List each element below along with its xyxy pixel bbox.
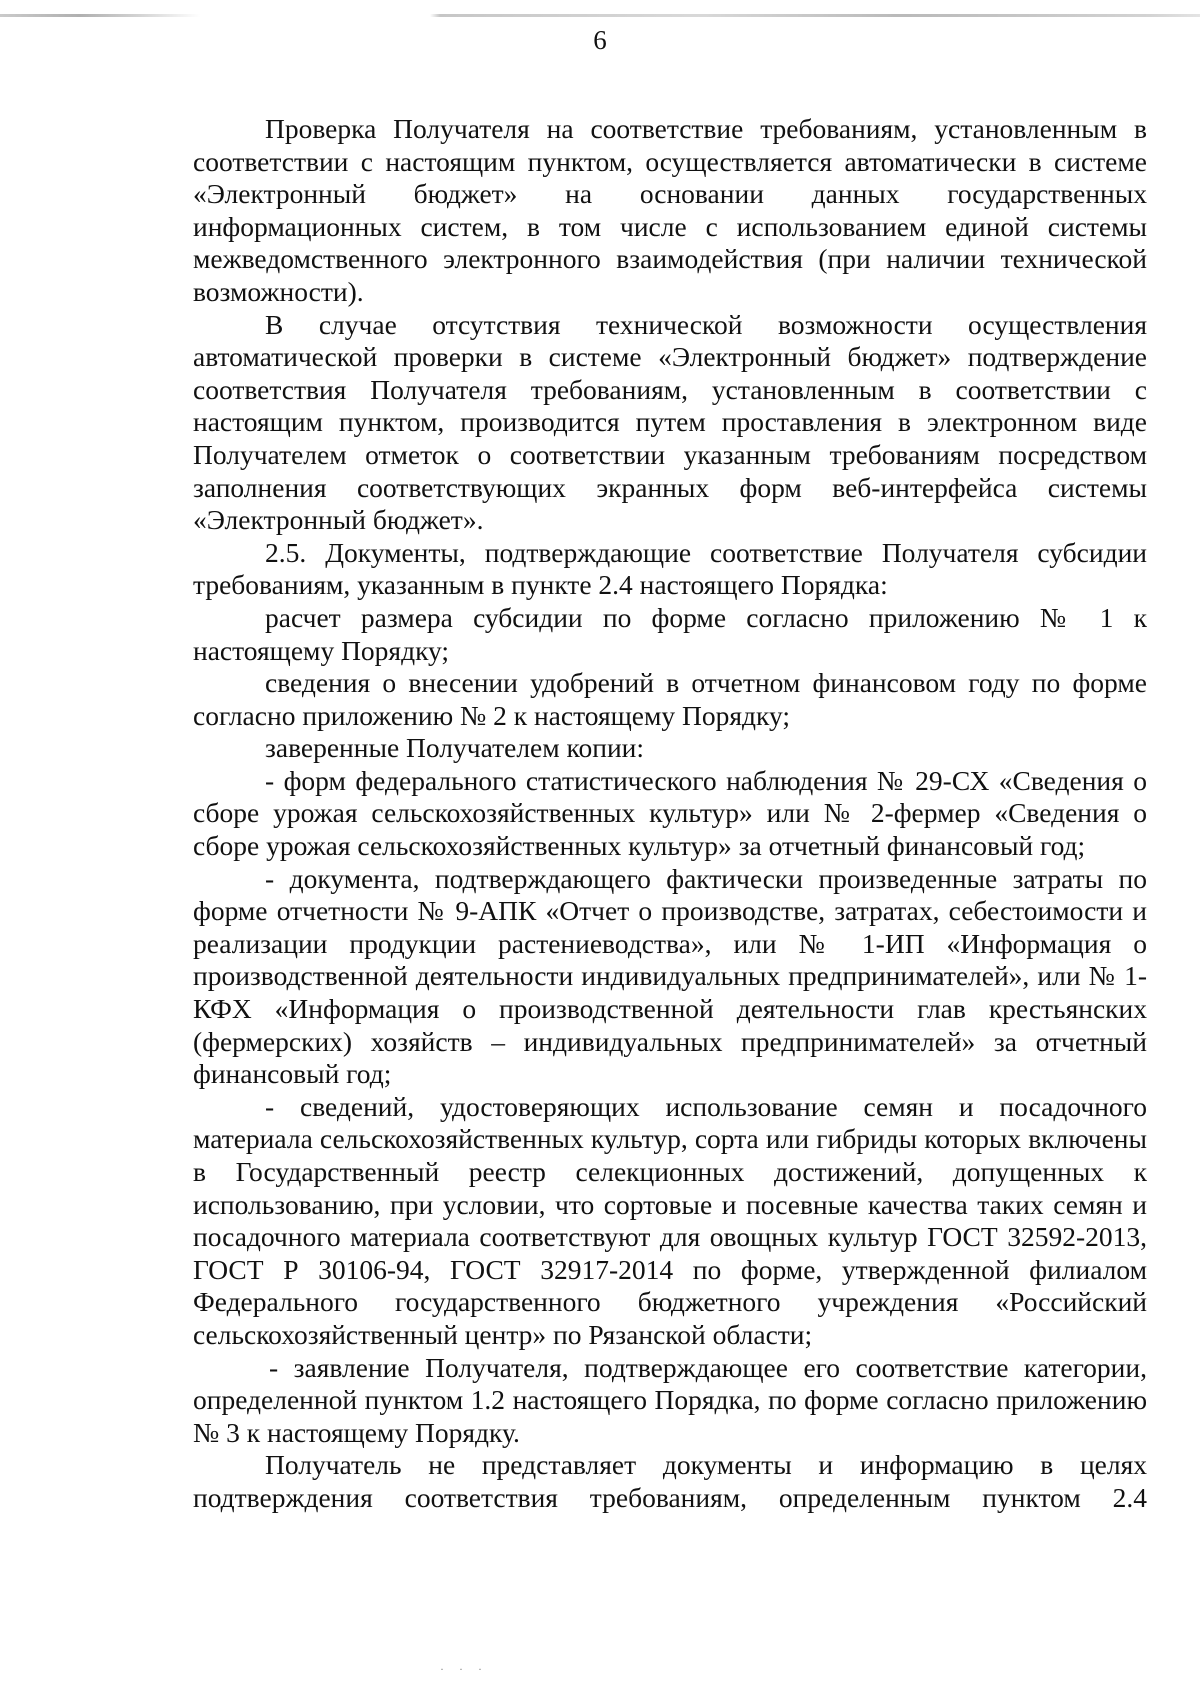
- paragraph-fertilizer: сведения о внесении удобрений в отчетном финансовом году по форме согласно приложению № 2 к настоящему Порядку;: [193, 667, 1147, 731]
- paragraph-2-5: 2.5. Документы, подтверждающие соответствие Получателя субсидии требованиям, указанным в пункте 2.4 настоящего Порядка:: [193, 536, 1147, 601]
- paragraph-copies: заверенные Получателем копии:: [265, 732, 645, 764]
- paragraph-no-documents: Получатель не представляет документы и информацию в целях подтверждения соответствия требованиям, определенным пунктом 2.4: [193, 1449, 1147, 1513]
- paragraph-subsidy-calc: расчет размера субсидии по форме согласно приложению № 1 к настоящему Порядку;: [193, 601, 1147, 666]
- scan-edge-line: [0, 14, 1200, 17]
- scan-artifact-mark: · · ·: [440, 1662, 488, 1676]
- list-item-category-statement: - заявление Получателя, подтверждающее его соответствие категории, определенной пунктом 1.2 настоящего Порядка, по форме согласно приложению № 3 к настоящему Порядку.: [193, 1351, 1147, 1448]
- page-number: 6: [593, 25, 607, 55]
- list-item-costs-document: - документа, подтверждающего фактически произведенные затраты по форме отчетности № 9-АПК «Отчет о производстве, затратах, себестоимости и реализации продукции растениеводства», или № 1-ИП «Информация о производственной деятельности индивидуальных предпринимателей», или № 1-КФХ «Информация о производственной деятельности глав крестьянских (фермерских) хозяйств – индивидуальных предпринимателей» за отчетный финансовый год;: [193, 862, 1147, 1090]
- paragraph-auto-check: Проверка Получателя на соответствие требованиям, установленным в соответствии с настоящим пунктом, осуществляется автоматически в системе «Электронный бюджет» на основании данных государственных информационных систем, в том числе с использованием единой системы межведомственного электронного взаимодействия (при наличии технической возможности).: [193, 113, 1147, 307]
- document-body: [193, 113, 1147, 1515]
- list-item-statistics-forms: - форм федерального статистического наблюдения № 29-СХ «Сведения о сборе урожая сельскохозяйственных культур» или № 2-фермер «Сведения о сборе урожая сельскохозяйственных культур» за отчетный финансовый год;: [193, 764, 1147, 862]
- list-item-seeds-info: - сведений, удостоверяющих использование семян и посадочного материала сельскохозяйственных культур, сорта или гибриды которых включены в Государственный реестр селекционных достижений, допущенных к использованию, при условии, что сортовые и посевные качества таких семян и посадочного материала соответствуют для овощных культур ГОСТ 32592-2013, ГОСТ Р 30106-94, ГОСТ 32917-2014 по форме, утвержденной филиалом Федерального государственного бюджетного учреждения «Российский сельскохозяйственный центр» по Рязанской области;: [193, 1090, 1147, 1350]
- paragraph-manual-check: В случае отсутствия технической возможности осуществления автоматической проверки в системе «Электронный бюджет» подтверждение соответствия Получателя требованиям, установленным в соответствии с настоящим пунктом, производится путем проставления в электронном виде Получателем отметок о соответствии указанным требованиям посредством заполнения соответствующих экранных форм веб-интерфейса системы «Электронный бюджет».: [193, 308, 1147, 536]
